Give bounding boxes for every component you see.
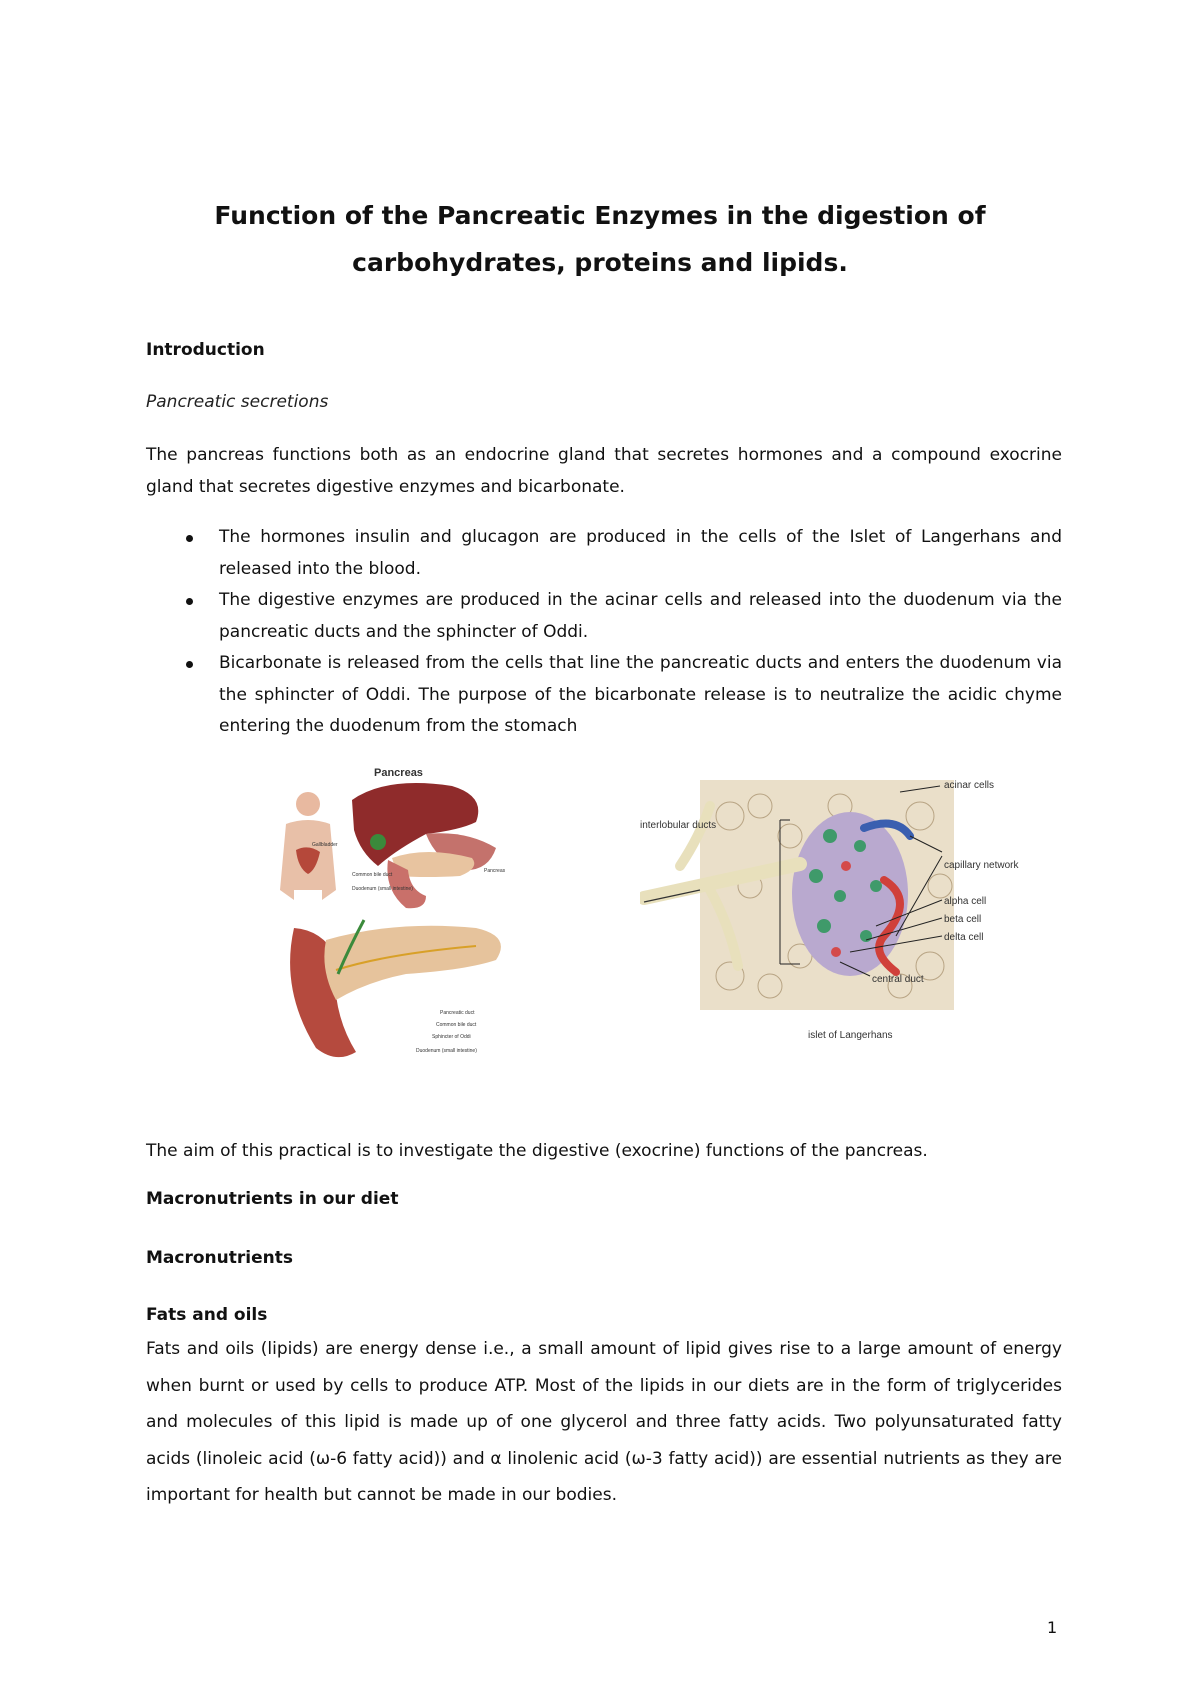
pancreatic-secretions-subheading: Pancreatic secretions (146, 392, 329, 412)
islet-shape (792, 812, 908, 976)
bullet-dot (186, 661, 193, 668)
pancreas-lower-shape (324, 926, 501, 1000)
label-islet-of-langerhans: islet of Langerhans (808, 1030, 893, 1041)
label-acinar-cells: acinar cells (944, 780, 995, 791)
label-sphincter-of-oddi: Sphincter of Oddi (432, 1034, 471, 1040)
bullet-text: Bicarbonate is released from the cells that line the pancreatic ducts and enters the duodenum via the sphincter of Oddi. The purpose of the bicarbonate release is to neutralize the acidic chyme entering the duodenum from the stomach (219, 653, 1062, 736)
secretion-bullet-list (146, 522, 1062, 743)
pancreas-anatomy-figure (276, 760, 516, 1082)
label-common-bile-duct-2: Common bile duct (436, 1022, 477, 1028)
intro-paragraph: The pancreas functions both as an endocrine gland that secretes hormones and a compound exocrine gland that secretes digestive enzymes and bicarbonate. (146, 445, 1062, 497)
macronutrients-heading: Macronutrients (146, 1248, 293, 1268)
label-duodenum: Duodenum (small intestine) (352, 886, 413, 892)
fats-paragraph: Fats and oils (lipids) are energy dense i.e., a small amount of lipid gives rise to a large amount of energy when burnt or used by cells to produce ATP. Most of the lipids in our diets are in the form of triglycerides and molecules of this lipid is made up of one glycerol and three fatty acids. Two polyunsaturated fatty acids (linoleic acid (ω-6 fatty acid)) and α linolenic acid (ω-3 fatty acid)) are essential nutrients as they are important for health but cannot be made in our bodies. (146, 1339, 1062, 1505)
title-line-2: carbohydrates, proteins and lipids. (352, 248, 848, 277)
page-title (0, 192, 1200, 286)
fats-oils-heading: Fats and oils (146, 1305, 268, 1325)
label-pancreatic-duct: Pancreatic duct (440, 1010, 475, 1016)
label-alpha-cell: alpha cell (944, 896, 987, 907)
label-gallbladder: Gallbladder (312, 842, 338, 848)
bullet-item (146, 522, 1062, 585)
label-delta-cell: delta cell (944, 932, 984, 943)
bullet-item (146, 585, 1062, 648)
islet-figure (640, 776, 1040, 1048)
label-central-duct: central duct (872, 974, 924, 985)
figure-title-pancreas: Pancreas (374, 767, 423, 779)
label-interlobular-ducts: interlobular ducts (640, 820, 717, 831)
bullet-item (146, 648, 1062, 743)
bullet-dot (186, 598, 193, 605)
page-number: 1 (1047, 1618, 1058, 1637)
label-capillary-network: capillary network (944, 860, 1019, 871)
label-duodenum-2: Duodenum (small intestine) (416, 1048, 477, 1054)
introduction-heading: Introduction (146, 340, 265, 360)
label-pancreas: Pancreas (484, 868, 506, 874)
label-beta-cell: beta cell (944, 914, 982, 925)
label-common-bile-duct: Common bile duct (352, 872, 393, 878)
title-line-1: Function of the Pancreatic Enzymes in the digestion of (214, 201, 986, 230)
bullet-text: The hormones insulin and glucagon are produced in the cells of the Islet of Langerhans and released into the blood. (219, 527, 1062, 579)
aim-paragraph: The aim of this practical is to investigate the digestive (exocrine) functions of the pancreas. (146, 1141, 928, 1161)
bullet-text: The digestive enzymes are produced in the acinar cells and released into the duodenum via the pancreatic ducts and the sphincter of Oddi. (219, 590, 1062, 642)
macronutrients-diet-heading: Macronutrients in our diet (146, 1189, 399, 1209)
bullet-dot (186, 535, 193, 542)
gallbladder-shape (370, 834, 386, 850)
